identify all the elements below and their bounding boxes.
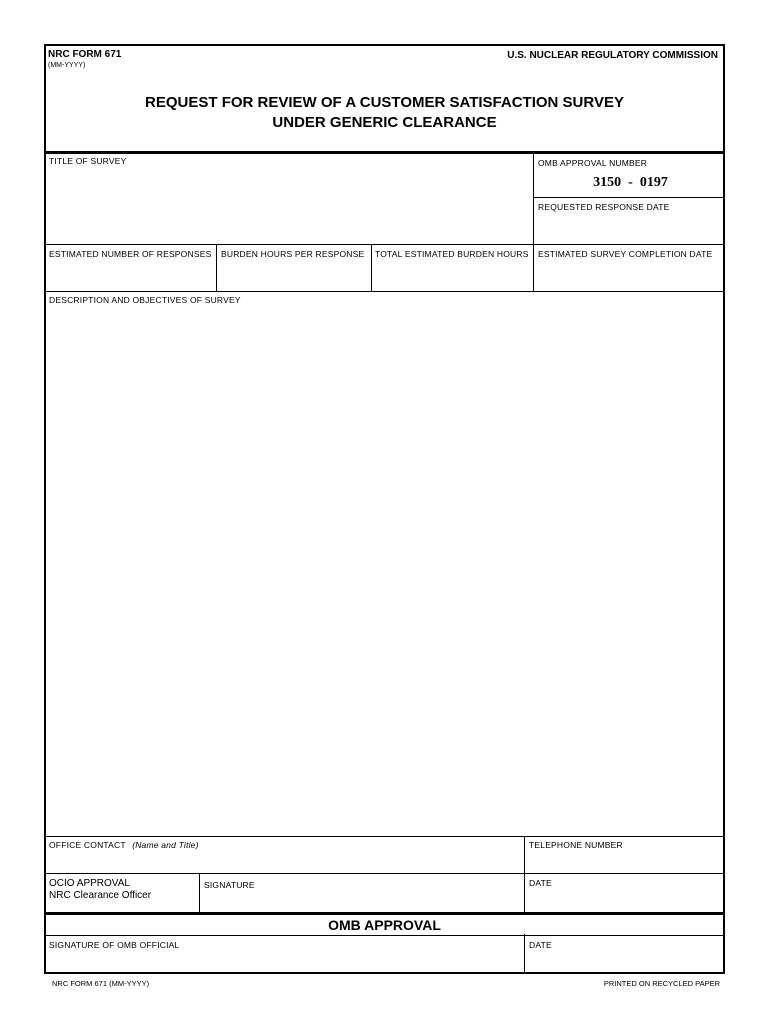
divider: [44, 291, 725, 292]
form-id: NRC FORM 671: [48, 49, 122, 60]
telephone-number-label: TELEPHONE NUMBER: [529, 840, 623, 850]
divider: [524, 836, 525, 974]
ocio-approval-line2: NRC Clearance Officer: [49, 890, 152, 901]
form-title-line2: UNDER GENERIC CLEARANCE: [272, 114, 497, 131]
omb-approval-heading: OMB APPROVAL: [328, 917, 441, 933]
omb-approval-number-label: OMB APPROVAL NUMBER: [538, 158, 648, 168]
estimated-survey-completion-date-label: ESTIMATED SURVEY COMPLETION DATE: [538, 249, 713, 259]
divider: [216, 244, 217, 291]
title-of-survey-label: TITLE OF SURVEY: [49, 156, 127, 166]
form-title-line1: REQUEST FOR REVIEW OF A CUSTOMER SATISFACTION SURVEY: [145, 94, 624, 111]
office-contact-note: (Name and Title): [132, 840, 199, 850]
office-contact-text: OFFICE CONTACT: [49, 840, 126, 850]
divider: [533, 153, 534, 291]
divider: [199, 873, 200, 913]
requested-response-date-label: REQUESTED RESPONSE DATE: [538, 202, 670, 212]
omb-heading-cover: [520, 915, 528, 934]
footer-form-id: NRC FORM 671 (MM-YYYY): [52, 979, 150, 988]
divider: [44, 244, 725, 245]
burden-hours-per-response-label: BURDEN HOURS PER RESPONSE: [221, 249, 365, 259]
ocio-approval-label: [49, 878, 151, 902]
date-label: DATE: [529, 878, 552, 888]
omb-date-label: DATE: [529, 940, 552, 950]
form-title: [46, 93, 723, 133]
footer-recycled: PRINTED ON RECYCLED PAPER: [603, 979, 720, 988]
office-contact-label: [49, 840, 199, 850]
ocio-approval-line1: OCIO APPROVAL: [49, 878, 130, 889]
divider: [44, 912, 725, 915]
divider: [533, 197, 725, 198]
total-estimated-burden-hours-label: TOTAL ESTIMATED BURDEN HOURS: [375, 249, 529, 259]
divider: [371, 244, 372, 291]
form-date: (MM-YYYY): [48, 62, 86, 69]
title-divider: [44, 151, 725, 154]
agency-name: U.S. NUCLEAR REGULATORY COMMISSION: [507, 50, 718, 61]
description-label: DESCRIPTION AND OBJECTIVES OF SURVEY: [49, 295, 241, 305]
omb-approval-number-value: 3150 - 0197: [593, 175, 668, 190]
divider: [44, 836, 725, 837]
divider: [44, 935, 725, 936]
signature-of-omb-official-label: SIGNATURE OF OMB OFFICIAL: [49, 940, 180, 950]
signature-label: SIGNATURE: [204, 880, 255, 890]
estimated-number-of-responses-label: ESTIMATED NUMBER OF RESPONSES: [49, 249, 212, 259]
divider: [44, 873, 725, 874]
